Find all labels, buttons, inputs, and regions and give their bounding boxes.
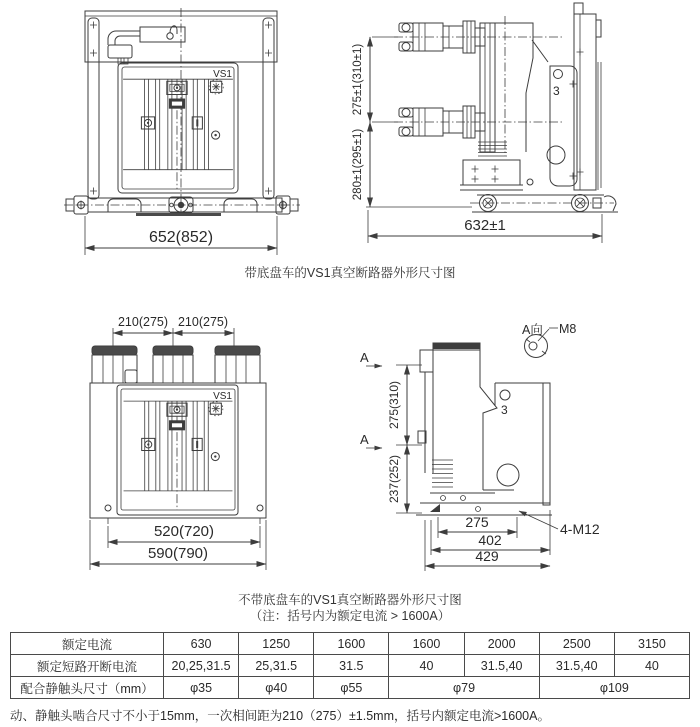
cell: 31.5,40 [539,655,614,677]
cell: φ79 [389,677,539,699]
truck-wheels [470,195,618,213]
dim-652: 652(852) [148,229,214,246]
row-header: 配合静触头尺寸（mm） [11,677,164,699]
fig1-side-drawing [352,0,700,252]
left-rail [88,18,99,199]
bolt-label: 4-M12 [560,521,600,537]
dim-w429: 429 [475,548,499,564]
view-a-label: A向 [522,323,543,337]
pole-body [460,16,548,190]
width-dimensions [425,510,550,571]
cell: 40 [389,655,464,677]
dim-w402: 402 [478,532,502,548]
dim-520: 520(720) [153,523,215,540]
width-dimension [85,216,277,255]
cell: 630 [164,633,239,655]
footnote: 动、静触头啮合尺寸不小于15mm，一次相间距为210（275）±1.5mm，括号内额定电流>1600A。 [10,709,550,723]
cell: φ35 [164,677,239,699]
cell: 1600 [314,633,389,655]
mounting-bracket [547,66,577,186]
cell: φ40 [239,677,314,699]
cell: 1600 [389,633,464,655]
cell: 2500 [539,633,614,655]
cell: 20,25,31.5 [164,655,239,677]
table-row [11,633,690,655]
dim-280-1: 280±1(295±1) [352,128,364,201]
row-header: 额定电流 [11,633,164,655]
height-dimensions [387,365,422,513]
fig2-caption-note: （注：括号内为额定电流 > 1600A） [249,609,451,623]
thread-label: M8 [559,322,577,336]
fig2-front-drawing [85,298,275,585]
dim-275-1: 275±1(310±1) [352,43,364,116]
dim-275-310: 275(310) [387,380,401,430]
fig2-caption-title: 不带底盘车的VS1真空断路器外形尺寸图 [238,593,462,607]
dim-237-252: 237(252) [387,454,401,504]
fig2-side-drawing [352,298,687,585]
pole-count-label: 3 [553,84,560,98]
spec-table [10,632,690,699]
breaker-panel [118,63,238,193]
fig1-caption: 带底盘车的VS1真空断路器外形尺寸图 [244,266,456,280]
model-label: VS1 [213,391,232,402]
right-rail [263,18,274,199]
cell: 40 [614,655,689,677]
cell: φ55 [314,677,389,699]
dim-590: 590(790) [147,545,209,562]
dim-w275: 275 [465,514,489,530]
cell: φ109 [539,677,689,699]
model-label: VS1 [213,69,232,80]
cell: 31.5 [314,655,389,677]
cell: 1250 [239,633,314,655]
dim-210-right: 210(275) [177,315,229,329]
dim-210-left: 210(275) [117,315,169,329]
width-dimension [368,210,602,243]
view-a-detail [522,322,576,358]
pole-body [418,343,497,490]
fig1-front-drawing [64,8,300,260]
section-a-bottom: A [360,432,369,447]
row-header: 额定短路开断电流 [11,655,164,677]
mounting-bracket [483,383,550,490]
pitch-dimensions [113,315,234,348]
cell: 3150 [614,633,689,655]
dim-632: 632±1 [464,217,506,234]
fig2-caption [0,592,700,624]
breaker-body [90,383,266,524]
cell: 31.5,40 [464,655,539,677]
bushings [92,346,260,383]
section-arrows [360,350,382,448]
pole-count-label: 3 [501,403,508,417]
frame-plate [543,383,550,505]
cell: 2000 [464,633,539,655]
table-row [11,677,690,699]
section-a-top: A [360,350,369,365]
interlock-pipe [108,26,185,64]
cell: 25,31.5 [239,655,314,677]
base [416,493,552,515]
frame-plate [574,3,601,190]
table-row [11,655,690,677]
